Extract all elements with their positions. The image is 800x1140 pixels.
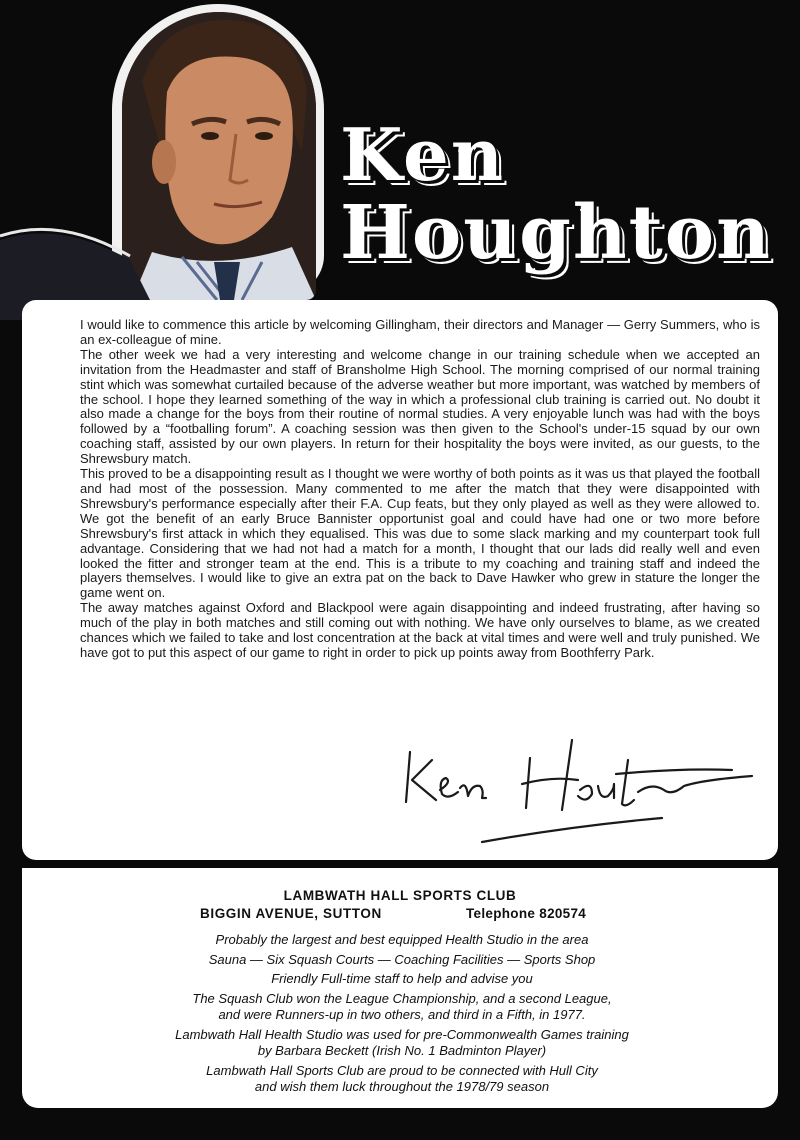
advert-line: Friendly Full-time staff to help and advise you — [271, 971, 533, 986]
title-last-name: Houghton — [340, 190, 772, 276]
advert-line: and wish them luck throughout the 1978/79 season — [254, 1079, 550, 1094]
advert-line: Sauna — Six Squash Courts — Coaching Facilities — Sports Shop — [208, 951, 596, 967]
article-paragraph: This proved to be a disappointing result as I thought we were worthy of both points as it was us that played the football and had most of the possession. Many commented to me after the match that they were disappointed with Shrewsbury's performance especially after their F.A. Cup feats, but they only played as well as they were allowed to. We got the benefit of an early Bruce Bannister opportunist goal and could have had one or two more before Shrewsbury's first attack in which they equalised. This was due to some slack marking and my counterpart took full advantage. Considering that we had not had a match for a month, I thought that our lads did really well and even looked the fitter and stronger team at the end. This is a tribute to my coaching and training staff and indeed the players themselves. I would like to give an extra pat on the back to Dave Hawker who grew in stature the longer the game went on. — [80, 466, 761, 601]
article-paragraph: I would like to commence this article by welcoming Gillingham, their directors and Manager — Gerry Summers, who is an ex-colleague of mine. — [80, 317, 760, 347]
manager-photo — [0, 0, 330, 320]
article-panel — [22, 300, 778, 860]
article-paragraph: The other week we had a very interesting and welcome change in our training schedule when we accepted an invitation from the Headmaster and staff of Bransholme High School. The morning comprised of our normal training stint which was somewhat curtailed because of the adverse weather but more important, was watched by members of the school. I hope they learned something of the way in which a professional club training is carried out. No doubt it also made a change for the boys from their routine of normal studies. A very enjoyable lunch was had with the boys followed by a “footballing forum”. A coaching session was then given to the School's under-15 squad by our own coaching staff, assisted by our own players. In return for their hospitality the boys were invited, as our guests, to the Shrewsbury match. — [80, 346, 760, 467]
advert-line: and were Runners-up in two others, and third in a Fifth, in 1977. — [218, 1007, 586, 1022]
club-name: LAMBWATH HALL SPORTS CLUB — [283, 888, 517, 903]
sports-club-advert — [22, 868, 778, 1108]
article-body — [80, 318, 760, 661]
club-telephone: Telephone 820574 — [466, 906, 587, 921]
advert-line: Probably the largest and best equipped Health Studio in the area — [215, 932, 589, 947]
advert-line: by Barbara Beckett (Irish No. 1 Badminton Player) — [257, 1043, 547, 1058]
advert-line: The Squash Club won the League Championship, and a second League, — [192, 990, 612, 1006]
article-paragraph: The away matches against Oxford and Blackpool were again disappointing and indeed frustrating, after having so much of the play in both matches and still coming out with nothing. We have only ourselves to blame, as we created chances which we failed to take and lost concentration at the back at vital times and were well and truly punished. We have got to put this aspect of our game to right in order to pick up points away from Boothferry Park. — [80, 600, 760, 660]
suit-shoulder — [0, 180, 330, 320]
handwritten-signature — [402, 730, 762, 850]
advert-line: Lambwath Hall Sports Club are proud to be connected with Hull City — [206, 1062, 598, 1078]
club-address: BIGGIN AVENUE, SUTTON — [200, 906, 382, 921]
advert-line: Lambwath Hall Health Studio was used for pre-Commonwealth Games training — [175, 1026, 629, 1042]
advert-body — [82, 932, 722, 1096]
title-first-name: Ken — [340, 112, 506, 197]
